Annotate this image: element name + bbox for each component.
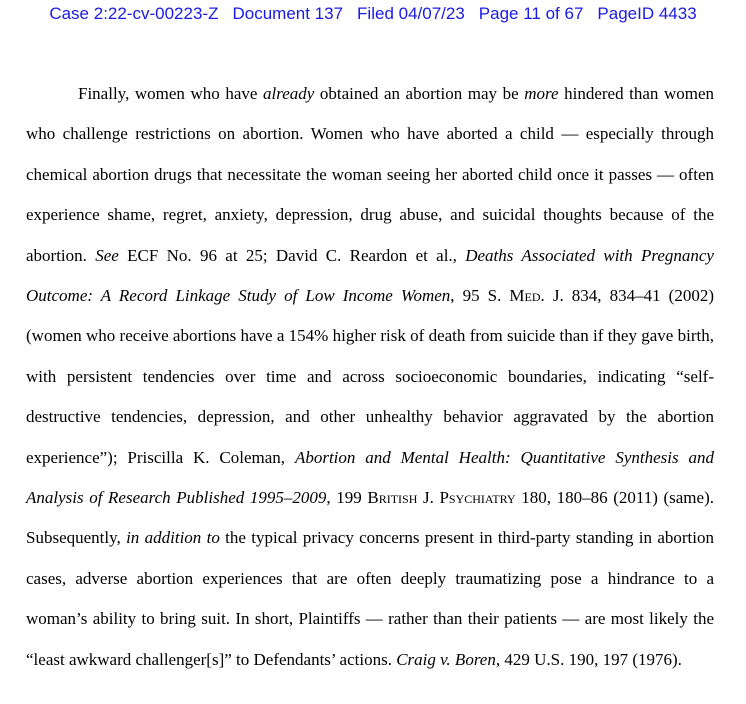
journal-abbrev-psychiatry: Psychiatry (439, 488, 516, 508)
body-paragraph (26, 74, 714, 680)
filed-date: Filed 04/07/23 (357, 4, 465, 23)
citation-title-coleman: Abortion and Mental Health: Quantitative Synthesis and Analysis of Research Published 1995–2009 (26, 447, 714, 508)
text-run: obtained an abortion may be (314, 84, 525, 103)
text-run: , 95 S. (450, 286, 510, 306)
case-name-craig-v-boren: Craig v. Boren (396, 649, 496, 669)
text-run: ECF No. 96 at 25; David C. Reardon et al., (118, 245, 466, 265)
text-run: Finally, women who have (78, 84, 263, 103)
text-run: 180, 180–86 (2011) (same). Subsequently, (26, 488, 714, 548)
text-run: , 199 (326, 488, 368, 508)
citation-title-reardon: Deaths Associated with Pregnancy Outcome: A Record Linkage Study of Low Income Women (26, 245, 714, 306)
text-run: hindered than women who challenge restrictions on abortion. Women who have aborted a child — especially through chemical abortion drugs that necessitate the woman seeing her aborted child once it passes — often experience shame, regret, anxiety, depression, drug abuse, and suicidal thoughts because of the abortion. (26, 84, 715, 265)
signal-see: See (95, 245, 119, 265)
emphasis-in-addition-to: in addition to (126, 528, 220, 548)
journal-abbrev-med: Med (509, 286, 541, 306)
text-run: the typical privacy concerns present in third-party standing in abortion cases, adverse abortion experiences that are often deeply traumatizing pose a hindrance to a woman’s ability to bring suit. In short, Plaintiffs — rather than their patients — are most likely the “least awkward challenger[s]” to Defendants’ actions. (26, 528, 714, 669)
page-number: Page 11 of 67 (478, 4, 584, 23)
case-number: Case 2:22-cv-00223-Z (49, 4, 219, 23)
emphasis-already: already (262, 84, 315, 103)
case-header (0, 3, 746, 25)
journal-abbrev-british: British (367, 488, 418, 508)
document-number: Document 137 (232, 4, 344, 23)
text-run: . J. 834, 834–41 (2002) (women who receive abortions have a 154% higher risk of death from suicide than if they gave birth, with persistent tendencies over time and across socioeconomic boundaries, indicating “self-destructive tendencies, depression, and other unhealthy behavior aggravated by the abortion experience”); Priscilla K. Coleman, (26, 286, 714, 467)
emphasis-more: more (524, 84, 559, 103)
page-id: PageID 4433 (597, 4, 697, 23)
text-run: J. (417, 488, 440, 508)
text-run: , 429 U.S. 190, 197 (1976). (495, 649, 682, 669)
